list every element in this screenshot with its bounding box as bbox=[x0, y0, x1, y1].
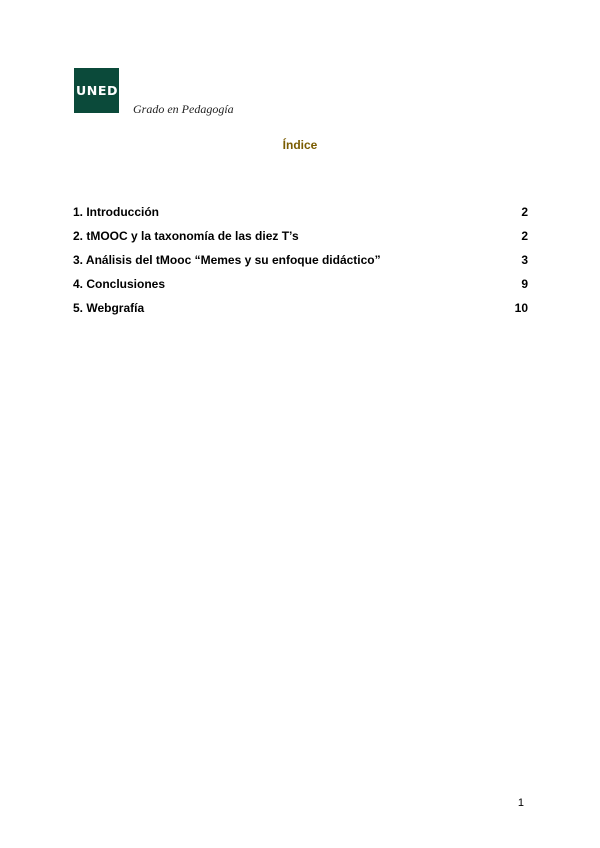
toc-entry[interactable] bbox=[73, 277, 528, 301]
toc-title: Índice bbox=[282, 138, 318, 152]
toc-entry-page: 2 bbox=[521, 229, 528, 243]
logo-text: UNED bbox=[75, 83, 118, 98]
toc-list bbox=[73, 205, 528, 325]
toc-entry-page: 10 bbox=[514, 301, 528, 315]
toc-entry[interactable] bbox=[73, 229, 528, 253]
toc-entry-label: 4. Conclusiones bbox=[73, 277, 166, 291]
toc-entry-label: 5. Webgrafía bbox=[73, 301, 145, 315]
toc-entry-label: 2. tMOOC y la taxonomía de las diez T’s bbox=[73, 229, 299, 243]
uned-logo bbox=[74, 68, 119, 113]
toc-entry[interactable] bbox=[73, 205, 528, 229]
document-subtitle: Grado en Pedagogía bbox=[133, 102, 234, 116]
toc-entry[interactable] bbox=[73, 301, 528, 325]
toc-entry-page: 3 bbox=[521, 253, 528, 267]
toc-entry-label: 3. Análisis del tMooc “Memes y su enfoque didáctico” bbox=[73, 253, 381, 267]
toc-entry-page: 9 bbox=[521, 277, 528, 291]
toc-entry-page: 2 bbox=[521, 205, 528, 219]
page-number: 1 bbox=[517, 797, 524, 809]
toc-entry[interactable] bbox=[73, 253, 528, 277]
toc-entry-label: 1. Introducción bbox=[73, 205, 160, 219]
